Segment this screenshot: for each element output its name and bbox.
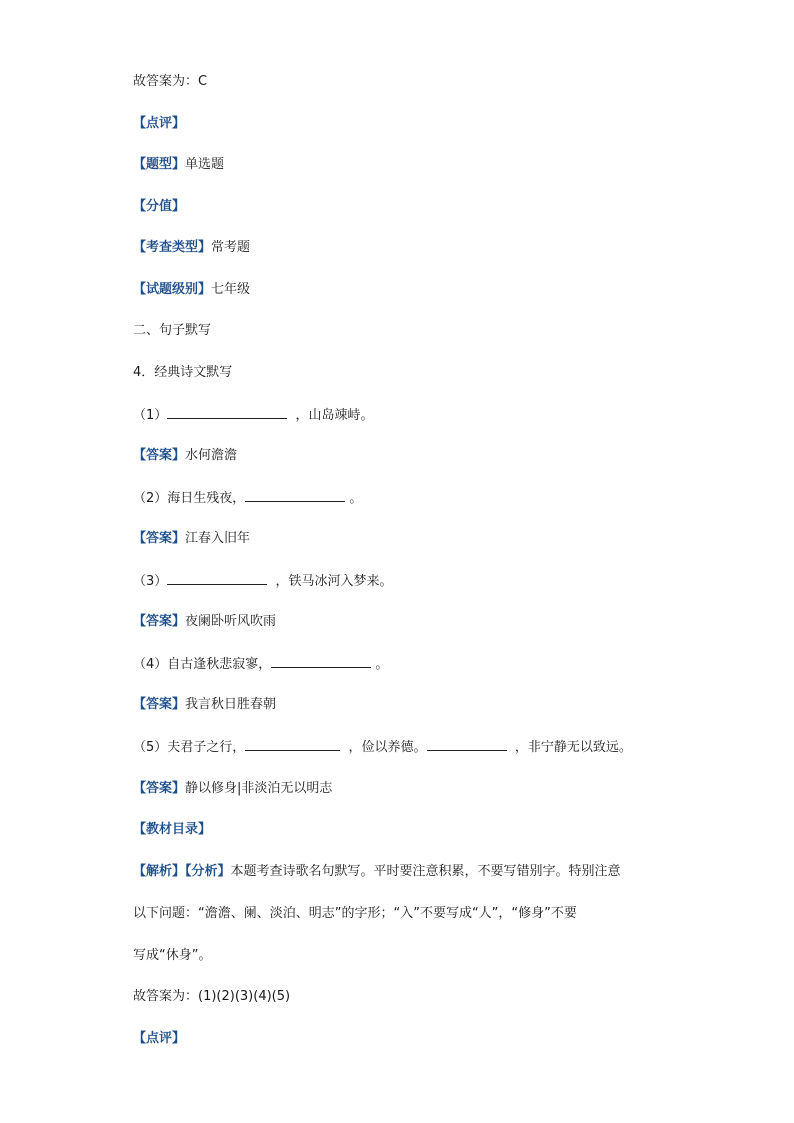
q3-number: （3） xyxy=(133,574,168,589)
q4-end: 。 xyxy=(375,657,389,672)
grade-level-value: 七年级 xyxy=(211,282,251,297)
question-4-title: 4．经典诗文默写 xyxy=(133,365,233,380)
q5-middle: ，俭以养德。 xyxy=(348,740,427,755)
answer-text: 故答案为：C xyxy=(133,74,208,89)
score-tag: 【分值】 xyxy=(133,199,186,214)
answer-2 xyxy=(133,530,250,548)
exam-type-tag: 【考查类型】 xyxy=(133,240,212,255)
q5-blank-2 xyxy=(427,738,507,751)
analysis-text-2: 以下问题：“澹澹、阑、淡泊、明志”的字形；“入”不要写成“人”，“修身”不要 xyxy=(133,906,577,921)
analysis-line-2 xyxy=(133,905,577,923)
analysis-tag: 【解析】【分析】 xyxy=(133,864,231,879)
exam-type-value: 常考题 xyxy=(211,240,251,255)
final-answer-line xyxy=(133,988,290,1006)
question-1 xyxy=(133,406,374,425)
q1-number: （1） xyxy=(133,408,168,423)
answer-2-tag: 【答案】 xyxy=(133,531,186,546)
score-line xyxy=(133,198,185,216)
answer-3-tag: 【答案】 xyxy=(133,614,186,629)
q4-blank xyxy=(271,655,371,668)
answer-2-text: 江春入旧年 xyxy=(185,531,251,546)
q3-blank xyxy=(167,572,267,585)
answer-5 xyxy=(133,780,332,798)
answer-5-text: 静以修身|非淡泊无以明志 xyxy=(185,781,333,796)
q2-text: （2）海日生残夜， xyxy=(133,491,246,506)
answer-4-tag: 【答案】 xyxy=(133,697,186,712)
final-comment-tag: 【点评】 xyxy=(133,1031,186,1046)
section-title: 二、句子默写 xyxy=(133,323,212,338)
answer-3 xyxy=(133,613,276,631)
comment-tag: 【点评】 xyxy=(133,116,186,131)
answer-line-c xyxy=(133,73,207,91)
analysis-line-3 xyxy=(133,947,211,965)
section-heading xyxy=(133,322,211,340)
question-4-heading xyxy=(133,364,232,382)
q5-text: （5）夫君子之行， xyxy=(133,740,246,755)
answer-1-tag: 【答案】 xyxy=(133,448,186,463)
answer-1-text: 水何澹澹 xyxy=(185,448,238,463)
answer-1 xyxy=(133,447,237,465)
exam-type-line xyxy=(133,239,250,257)
analysis-line-1 xyxy=(133,863,621,881)
question-2 xyxy=(133,489,362,508)
final-answer-text: 故答案为：(1)(2)(3)(4)(5) xyxy=(133,989,291,1004)
answer-4-text: 我言秋日胜春朝 xyxy=(185,697,277,712)
question-5 xyxy=(133,738,632,757)
question-type-line xyxy=(133,156,224,174)
question-4 xyxy=(133,655,388,674)
q2-blank xyxy=(245,489,345,502)
answer-4 xyxy=(133,696,276,714)
question-type-value: 单选题 xyxy=(185,157,225,172)
q2-end: 。 xyxy=(349,491,363,506)
q1-text: ，山岛竦峙。 xyxy=(295,408,374,423)
analysis-text-1: 本题考查诗歌名句默写。平时要注意积累，不要写错别字。特别注意 xyxy=(230,864,621,879)
grade-level-tag: 【试题级别】 xyxy=(133,282,212,297)
textbook-catalog-tag: 【教材目录】 xyxy=(133,822,212,837)
answer-3-text: 夜阑卧听风吹雨 xyxy=(185,614,277,629)
answer-5-tag: 【答案】 xyxy=(133,781,186,796)
analysis-text-3: 写成“休身”。 xyxy=(133,948,212,963)
comment-heading xyxy=(133,115,185,133)
q1-blank xyxy=(167,406,287,419)
question-3 xyxy=(133,572,393,591)
q4-text: （4）自古逢秋悲寂寥， xyxy=(133,657,272,672)
textbook-catalog xyxy=(133,821,211,839)
q5-blank-1 xyxy=(245,738,340,751)
grade-level-line xyxy=(133,281,250,299)
question-type-tag: 【题型】 xyxy=(133,157,186,172)
q5-end: ，非宁静无以致远。 xyxy=(514,740,632,755)
q3-text: ，铁马冰河入梦来。 xyxy=(275,574,393,589)
final-comment-heading xyxy=(133,1030,185,1048)
